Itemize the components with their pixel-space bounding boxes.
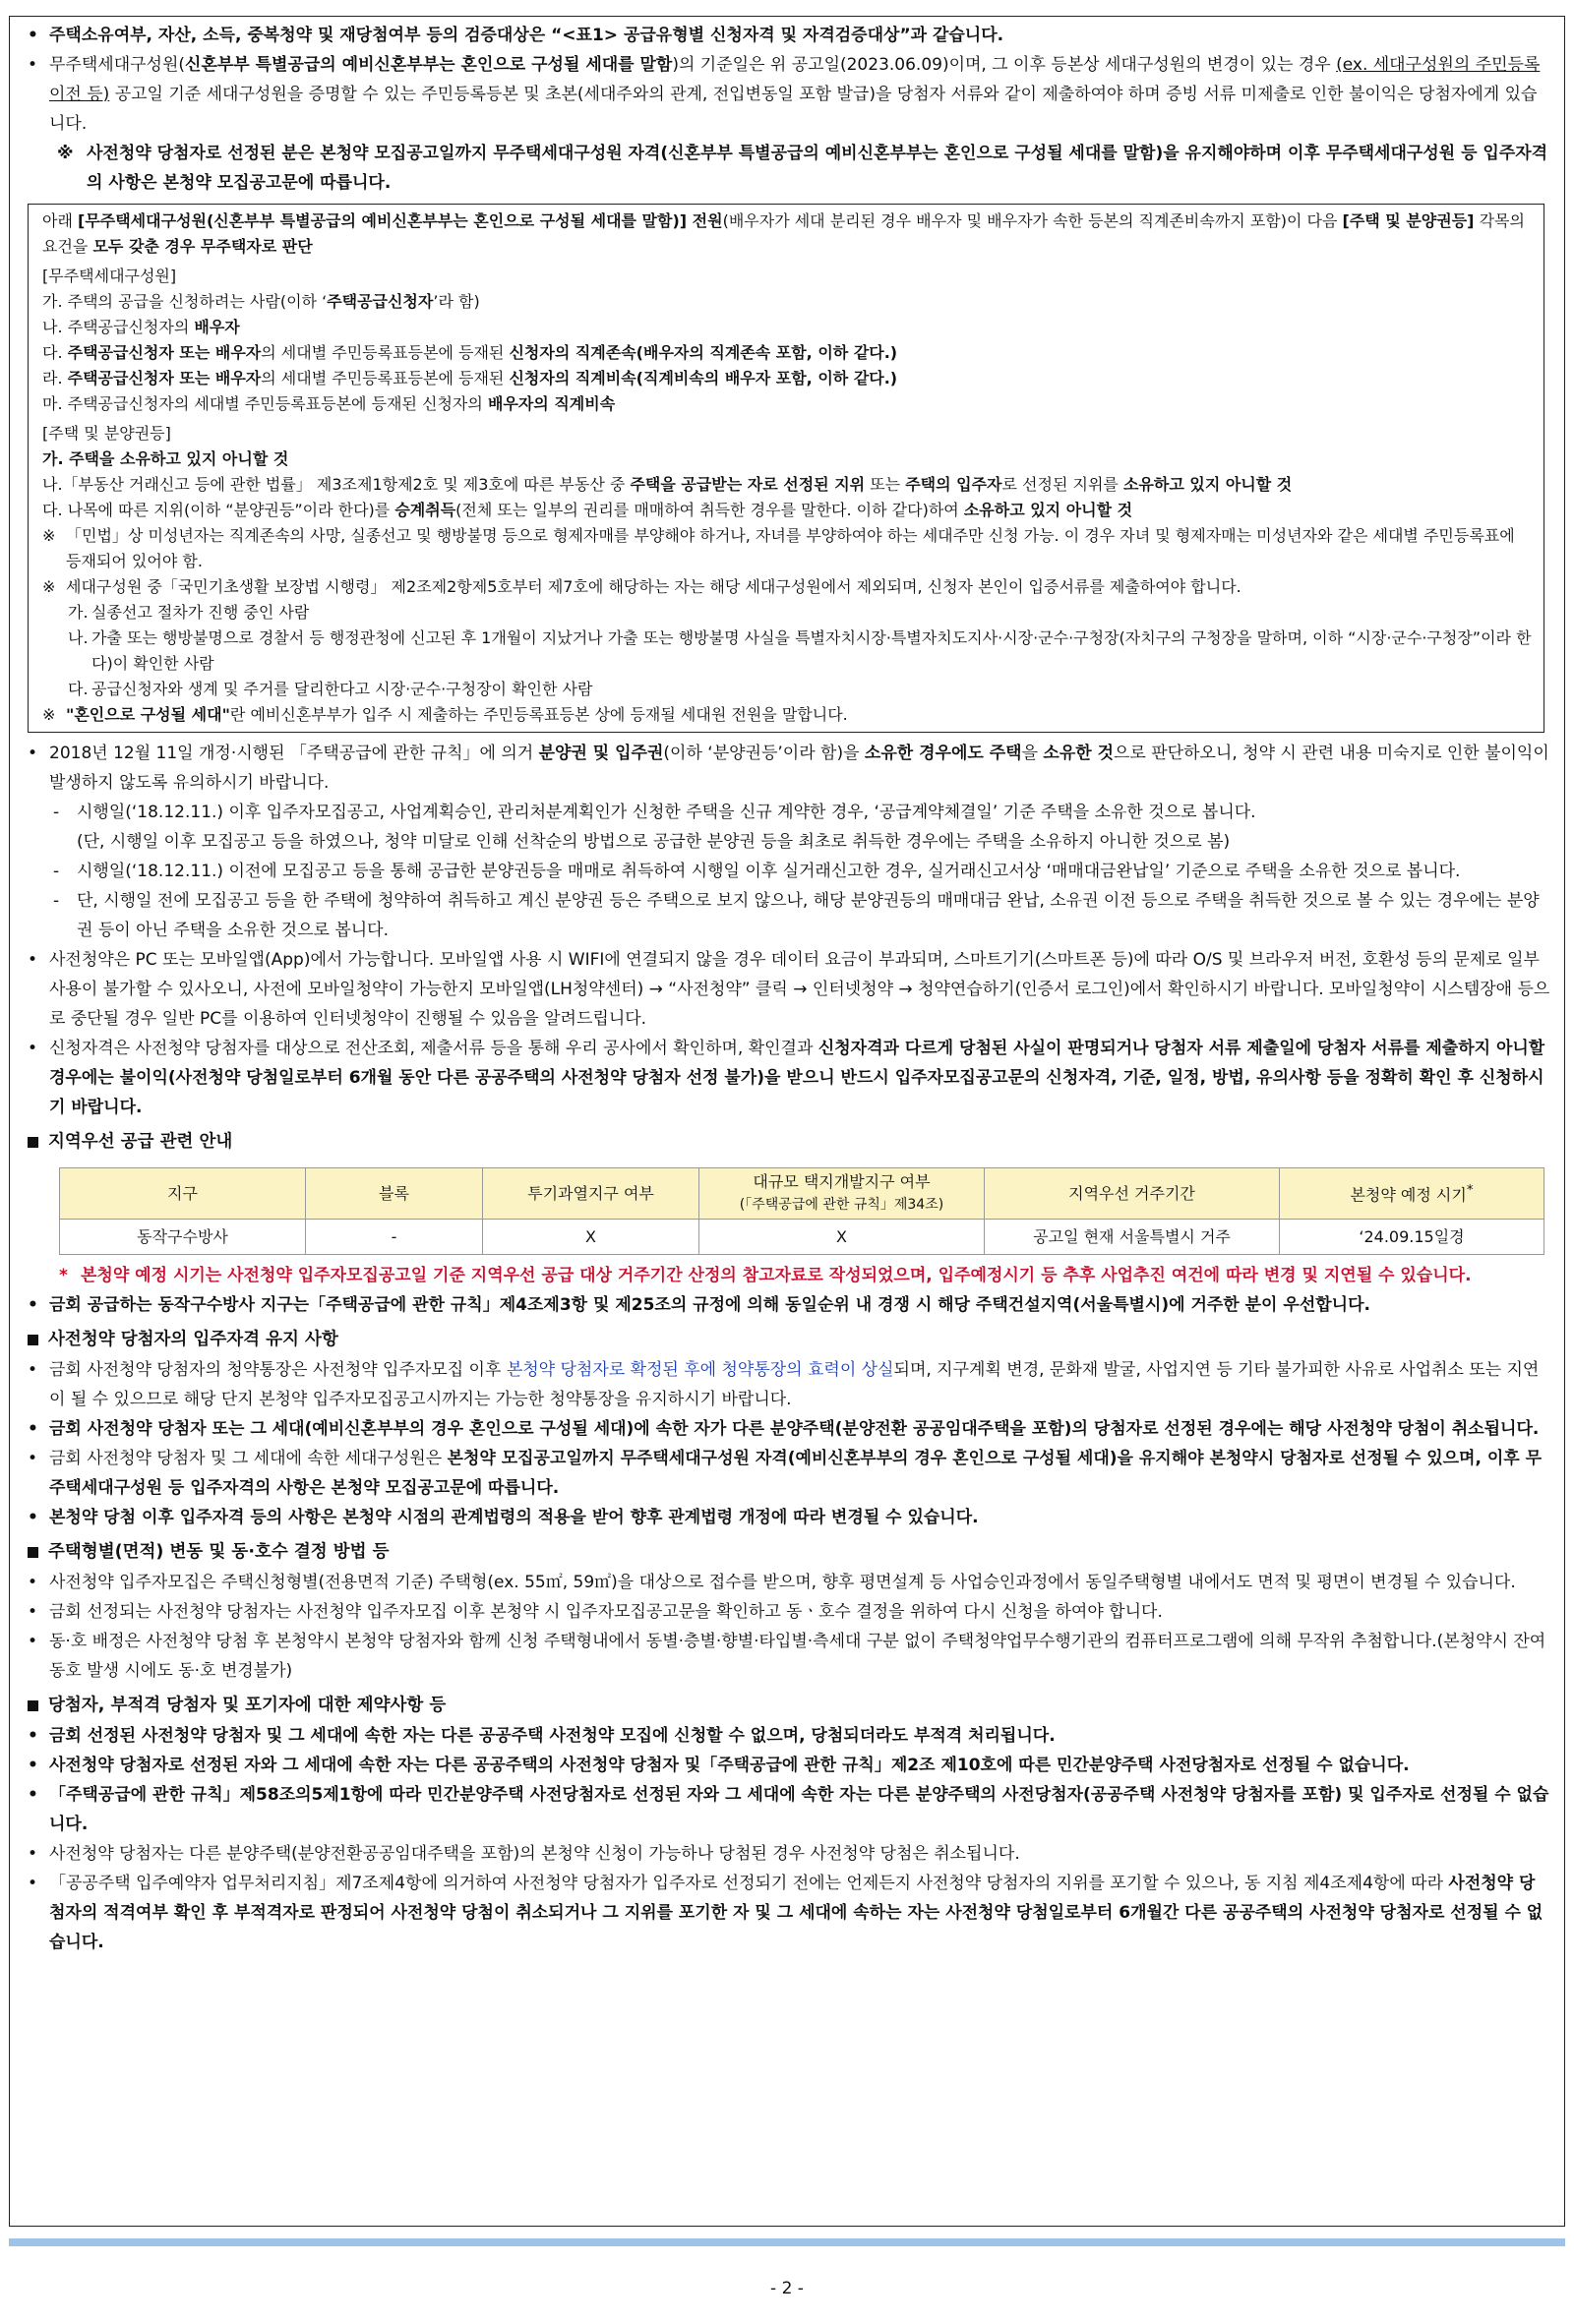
table-header: 대규모 택지개발지구 여부 (「주택공급에 관한 규칙」제34조) [699, 1168, 985, 1220]
bullet-item: • 「주택공급에 관한 규칙」제58조의5제1항에 따라 민간분양주택 사전당첨자로 선정된 자와 그 세대에 속한 자는 다른 분양주택의 사전당첨자(공공주택 사전청약 당첨자를 포함) 및 입주자로 선정될 수 없습니다. [28, 1785, 1549, 1834]
table-header: 블록 [306, 1168, 483, 1220]
table-cell: ‘24.09.15일경 [1280, 1220, 1544, 1255]
list-item: 나. 가출 또는 행방불명으로 경찰서 등 행정관청에 신고된 후 1개월이 지났거나 가출 또는 행방불명 사실을 특별자치시장·특별자치도지사·시장·군수·구청장(자치구의 구청장을 말하며, 이하 “시장·군수·구청장”이라 한다)이 확인한 사람 [68, 628, 1532, 673]
footer-rule [9, 2238, 1565, 2246]
section-title: 지역우선 공급 관련 안내 [28, 1126, 1550, 1158]
list-item: 마. 주택공급신청자의 세대별 주민등록표등본에 등재된 신청자의 배우자의 직계비속 [42, 394, 616, 413]
bullet-item: • 동·호 배정은 사전청약 당첨 후 본청약시 본청약 당첨자와 함께 신청 주택형내에서 동별·층별·향별·타입별·측세대 구분 없이 주택청약업무수행기관의 컴퓨터프로그램에 의해 무작위 추첨합니다.(본청약시 잔여 동호 발생 시에도 동·호 변경불가) [28, 1632, 1546, 1681]
list-item: 다. 나목에 따른 지위(이하 “분양권등”이라 한다)를 승계취득(전체 또는 일부의 권리를 매매하여 취득한 경우를 말한다. 이하 같다)하여 소유하고 있지 아니할 것 [42, 501, 1133, 519]
list-item: 나. 주택공급신청자의 배우자 [42, 318, 240, 336]
box-member-list [42, 289, 1532, 417]
square-bullet-icon [28, 1547, 38, 1558]
bullet-item: • 금회 선정된 사전청약 당첨자 및 그 세대에 속한 자는 다른 공공주택 사전청약 모집에 신청할 수 없으며, 당첨되더라도 부적격 처리됩니다. [28, 1726, 1056, 1746]
bullet-item: • 사전청약 당첨자는 다른 분양주택(분양전환공공임대주택을 포함)의 본청약 신청이 가능하나 당첨된 경우 사전청약 당첨은 취소됩니다. [28, 1844, 1020, 1864]
table-cell: 공고일 현재 서울특별시 거주 [985, 1220, 1280, 1255]
square-bullet-icon [28, 1335, 38, 1345]
list-item: 가. 실종선고 절차가 진행 중인 사람 [68, 603, 310, 622]
bullet-item: • 금회 사전청약 당첨자 및 그 세대에 속한 세대구성원은 본청약 모집공고일까지 무주택세대구성원 자격(예비신혼부부의 경우 혼인으로 구성될 세대)을 유지해야 본청약시 당첨자로 선정될 수 있으며, 이후 무주택세대구성원 등 입주자격의 사항은 본청약 모집공고문에 따릅니다. [28, 1449, 1543, 1498]
table-cell: X [699, 1220, 985, 1255]
table-header: 투기과열지구 여부 [483, 1168, 699, 1220]
bullet-item: • 사전청약 당첨자로 선정된 자와 그 세대에 속한 자는 다른 공공주택의 사전청약 당첨자 및「주택공급에 관한 규칙」제2조 제10호에 따른 민간분양주택 사전당첨자로 선정될 수 없습니다. [28, 1756, 1410, 1775]
bullet-item: • 「공공주택 입주예약자 업무처리지침」제7조제4항에 의거하여 사전청약 당첨자가 입주자로 선정되기 전에는 언제든지 사전청약 당첨자의 지위를 포기할 수 있으나, 동 지침 제4조제4항에 따라 사전청약 당첨자의 적격여부 확인 후 부적격자로 판정되어 사전청약 당첨이 취소되거나 그 지위를 포기한 자 및 그 세대에 속하는 자는 사전청약 당첨일로부터 6개월간 다른 공공주택의 사전청약 당첨자로 선정될 수 없습니다. [28, 1874, 1544, 1952]
bullet-item: • 사전청약 입주자모집은 주택신청형별(전용면적 기준) 주택형(ex. 55㎡, 59㎡)을 대상으로 접수를 받으며, 향후 평면설계 등 사업승인과정에서 동일주택형별 내에서도 면적 및 평면이 변경될 수 있습니다. [28, 1573, 1516, 1592]
dash-item: - 시행일(‘18.12.11.) 이전에 모집공고 등을 통해 공급한 분양권등을 매매로 취득하여 시행일 이후 실거래신고한 경우, 실거래신고서상 ‘매매대금완납일’ 기준으로 주택을 소유한 것으로 봅니다. [53, 862, 1461, 881]
table-header: 지구 [60, 1168, 306, 1220]
bullet-presale-rights: • 2018년 12월 11일 개정·시행된 「주택공급에 관한 규칙」에 의거 분양권 및 입주권(이하 ‘분양권등’이라 함)을 소유한 경우에도 주택을 소유한 것으로 판단하오니, 청약 시 관련 내용 미숙지로 인한 불이익이 발생하지 않도록 유의하시기 바랍니다. [28, 744, 1549, 793]
dash-item: - 시행일(‘18.12.11.) 이후 입주자모집공고, 사업계획승인, 관리처분계획인가 신청한 주택을 신규 계약한 경우, ‘공급계약체결일’ 기준 주택을 소유한 것으로 봅니다. (단, 시행일 이후 모집공고 등을 하였으나, 청약 미달로 인해 선착순의 방법으로 공급한 분양권 등을 최초로 취득한 경우에는 주택을 소유하지 아니한 것으로 봄) [53, 803, 1256, 852]
table-footnote: * 본청약 예정 시기는 사전청약 입주자모집공고일 기준 지역우선 공급 대상 거주기간 산정의 참고자료로 작성되었으며, 입주예정시기 등 추후 사업추진 여건에 따라 변경 및 지연될 수 있습니다. [59, 1266, 1472, 1285]
page-number: - 2 - [770, 2279, 804, 2298]
box-intro: 아래 [무주택세대구성원(신혼부부 특별공급의 예비신혼부부는 혼인으로 구성될 세대를 말함)] 전원(배우자가 세대 분리된 경우 배우자 및 배우자가 속한 등본의 직계존비속까지 포함)이 다음 [주택 및 분양권등] 각목의 요건을 모두 갖춘 경우 무주택자로 판단 [42, 211, 1525, 256]
section-title: 사전청약 당첨자의 입주자격 유지 사항 [28, 1324, 1550, 1355]
bullet-verification-target: • 주택소유여부, 자산, 소득, 중복청약 및 재당첨여부 등의 검증대상은 “<표1> 공급유형별 신청자격 및 자격검증대상”과 같습니다. [28, 26, 1004, 45]
table-cell: - [306, 1220, 483, 1255]
bullet-item: • 금회 선정되는 사전청약 당첨자는 사전청약 입주자모집 이후 본청약 시 입주자모집공고문을 확인하고 동ㆍ호수 결정을 위하여 다시 신청을 하여야 합니다. [28, 1602, 1163, 1622]
square-bullet-icon [28, 1700, 38, 1711]
section-title: 주택형별(면적) 변동 및 동·호수 결정 방법 등 [28, 1536, 1550, 1568]
table-header-row [60, 1168, 1544, 1220]
box-heading-housing: [주택 및 분양권등] [42, 424, 171, 443]
bullet-item: • 본청약 당첨 이후 입주자격 등의 사항은 본청약 시점의 관계법령의 적용을 받어 향후 관계법령 개정에 따라 변경될 수 있습니다. [28, 1508, 979, 1527]
list-item: 라. 주택공급신청자 또는 배우자의 세대별 주민등록표등본에 등재된 신청자의 직계비속(직계비속의 배우자 포함, 이하 같다.) [42, 369, 898, 387]
note-excluded-members: ※ 세대구성원 중「국민기초생활 보장법 시행령」 제2조제2항제5호부터 제7호에 해당하는 자는 해당 세대구성원에서 제외되며, 신청자 본인이 입증서류를 제출하여야 합니다. [42, 577, 1241, 596]
regional-priority-table [59, 1167, 1544, 1255]
bullet-item: • 금회 사전청약 당첨자 또는 그 세대(예비신혼부부의 경우 혼인으로 구성될 세대)에 속한 자가 다른 분양주택(분양전환 공공임대주택을 포함)의 당첨자로 선정된 경우에는 해당 사전청약 당첨이 취소됩니다. [28, 1419, 1540, 1439]
list-item: 다. 주택공급신청자 또는 배우자의 세대별 주민등록표등본에 등재된 신청자의 직계존속(배우자의 직계존속 포함, 이하 같다.) [42, 343, 898, 362]
content-frame [9, 16, 1565, 2227]
bullet-qualification-check: • 신청자격은 사전청약 당첨자를 대상으로 전산조회, 제출서류 등을 통해 우리 공사에서 확인하며, 확인결과 신청자격과 다르게 당첨된 사실이 판명되거나 당첨자 서류 제출일에 당첨자 서류를 제출하지 아니할 경우에는 불이익(사전청약 당첨일로부터 6개월 동안 다른 공공주택의 사전청약 당첨자 선정 불가)을 받으니 반드시 입주자모집공고문의 신청자격, 기준, 일정, 방법, 유의사항 등을 정확히 확인 후 신청하시기 바랍니다. [28, 1039, 1545, 1117]
list-item: 가. 주택의 공급을 신청하려는 사람(이하 ‘주택공급신청자’라 함) [42, 292, 480, 311]
square-bullet-icon [28, 1137, 38, 1148]
bullet-household-reference-date: • 무주택세대구성원(신혼부부 특별공급의 예비신혼부부는 혼인으로 구성될 세대를 말함)의 기준일은 위 공고일(2023.06.09)이며, 그 이후 등본상 세대구성원의 변경이 있는 경우 (ex. 세대구성원의 주민등록이전 등) 공고일 기준 세대구성원을 증명할 수 있는 주민등록등본 및 초본(세대주와의 관계, 전입변동일 포함 발급)을 당첨자 서류와 같이 제출하여야 하며 증빙 서류 미제출로 인한 불이익은 당첨자에게 있습니다. [28, 55, 1541, 134]
box-heading-household: [무주택세대구성원] [42, 267, 177, 285]
dash-item: - 단, 시행일 전에 모집공고 등을 한 주택에 청약하여 취득하고 계신 분양권 등은 주택으로 보지 않으나, 해당 분양권등의 매매대금 완납, 소유권 이전 등으로 주택을 취득한 것으로 볼 수 있는 경우에는 분양권 등이 아닌 주택을 소유한 것으로 봅니다. [53, 891, 1540, 940]
note-marriage-household: ※ "혼인으로 구성될 세대"란 예비신혼부부가 입주 시 제출하는 주민등록표등본 상에 등재될 세대원 전원을 말합니다. [42, 705, 848, 724]
homeless-criteria-box [28, 204, 1544, 733]
table-header: 본청약 예정 시기* [1280, 1168, 1544, 1220]
bullet-regional-priority: • 금회 공급하는 동작구수방사 지구는「주택공급에 관한 규칙」제4조제3항 및 제25조의 규정에 의해 동일순위 내 경쟁 시 해당 주택건설지역(서울특별시)에 거주한 분이 우선합니다. [28, 1295, 1370, 1315]
table-cell: 동작구수방사 [60, 1220, 306, 1255]
excluded-members-list [42, 600, 1532, 702]
table-cell: X [483, 1220, 699, 1255]
list-item: 다. 공급신청자와 생계 및 주거를 달리한다고 시장·군수·구청장이 확인한 사람 [68, 680, 593, 698]
table-row [60, 1220, 1544, 1255]
note-minor: ※ 「민법」상 미성년자는 직계존속의 사망, 실종선고 및 행방불명 등으로 형제자매를 부양해야 하거나, 자녀를 부양하여야 하는 세대주만 신청 가능. 이 경우 자녀 및 형제자매는 미성년자와 같은 세대별 주민등록표에 등재되어 있어야 함. [42, 526, 1515, 570]
list-item: 나.「부동산 거래신고 등에 관한 법률」 제3조제1항제2호 및 제3호에 따른 부동산 중 주택을 공급받는 자로 선정된 지위 또는 주택의 입주자로 선정된 지위를 소유하고 있지 아니할 것 [42, 475, 1293, 494]
list-item: 가. 주택을 소유하고 있지 아니할 것 [42, 449, 289, 468]
bullet-item: • 금회 사전청약 당첨자의 청약통장은 사전청약 입주자모집 이후 본청약 당첨자로 확정된 후에 청약통장의 효력이 상실되며, 지구계획 변경, 문화재 발굴, 사업지연 등 기타 불가피한 사유로 사업취소 또는 지연이 될 수 있으므로 해당 단지 본청약 입주자모집공고시까지는 가능한 청약통장을 유지하시기 바랍니다. [28, 1360, 1540, 1409]
section-title: 당첨자, 부적격 당첨자 및 포기자에 대한 제약사항 등 [28, 1690, 1550, 1721]
table-header: 지역우선 거주기간 [985, 1168, 1280, 1220]
note-homeless-qualification: ※ 사전청약 당첨자로 선정된 분은 본청약 모집공고일까지 무주택세대구성원 자격(신혼부부 특별공급의 예비신혼부부는 혼인으로 구성될 세대를 말함)을 유지해야하며 이후 무주택세대구성원 등 입주자격의 사항은 본청약 모집공고문에 따릅니다. [57, 144, 1548, 193]
bullet-mobile-app: • 사전청약은 PC 또는 모바일앱(App)에서 가능합니다. 모바일앱 사용 시 WIFI에 연결되지 않을 경우 데이터 요금이 부과되며, 스마트기기(스마트폰 등)에 따라 O/S 및 브라우저 버전, 호환성 등의 문제로 일부 사용이 불가할 수 있사오니, 사전에 모바일청약이 가능한지 모바일앱(LH청약센터) → “사전청약” 클릭 → 인터넷청약 → 청약연습하기(인증서 로그인)에서 확인하시기 바랍니다. 모바일청약이 시스템장애 등으로 중단될 경우 일반 PC를 이용하여 인터넷청약이 진행될 수 있음을 알려드립니다. [28, 950, 1550, 1029]
